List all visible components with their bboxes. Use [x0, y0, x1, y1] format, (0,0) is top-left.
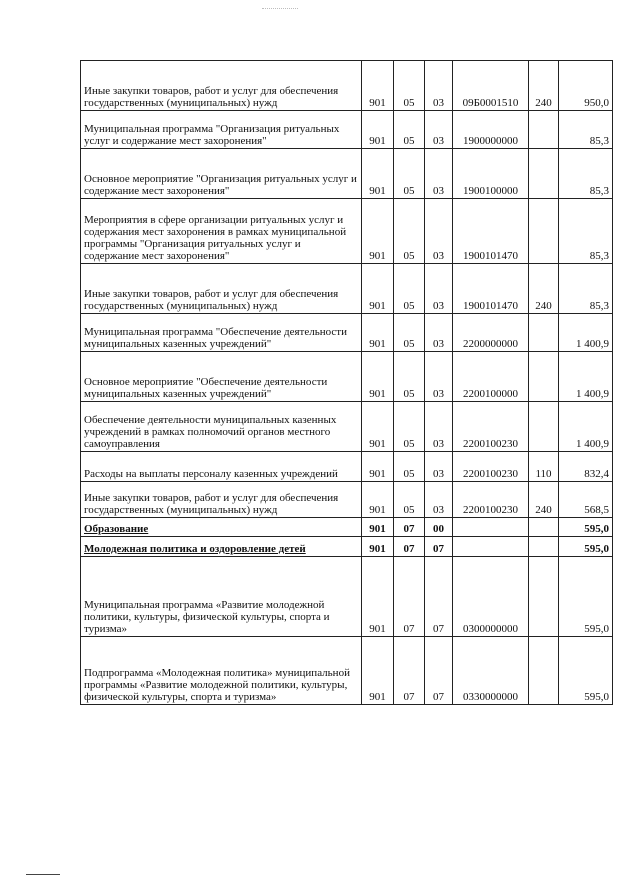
row-subsection-code: 03 — [425, 482, 453, 518]
row-expense-type: 110 — [529, 452, 559, 482]
row-ministry-code: 901 — [362, 61, 394, 111]
row-section-code: 05 — [394, 314, 425, 352]
table-row — [81, 111, 613, 149]
row-amount: 85,3 — [559, 199, 613, 264]
row-expense-type — [529, 537, 559, 557]
row-section-code: 05 — [394, 264, 425, 314]
row-amount: 595,0 — [559, 557, 613, 637]
row-expense-type: 240 — [529, 264, 559, 314]
row-target-code: 0330000000 — [453, 637, 529, 705]
row-amount: 85,3 — [559, 149, 613, 199]
table-row — [81, 518, 613, 537]
row-section-code: 07 — [394, 637, 425, 705]
row-ministry-code: 901 — [362, 352, 394, 402]
table-row — [81, 264, 613, 314]
row-section-code: 05 — [394, 199, 425, 264]
budget-table-body — [81, 61, 613, 705]
row-subsection-code: 03 — [425, 352, 453, 402]
table-row — [81, 402, 613, 452]
row-amount: 950,0 — [559, 61, 613, 111]
table-row — [81, 352, 613, 402]
row-name: Основное мероприятие "Обеспечение деятельности муниципальных казенных учреждений" — [81, 352, 362, 402]
row-ministry-code: 901 — [362, 637, 394, 705]
row-amount: 568,5 — [559, 482, 613, 518]
row-section-code: 05 — [394, 402, 425, 452]
row-ministry-code: 901 — [362, 264, 394, 314]
row-amount: 595,0 — [559, 537, 613, 557]
row-name: Иные закупки товаров, работ и услуг для обеспечения государственных (муниципальных) нужд — [81, 61, 362, 111]
row-subsection-code: 07 — [425, 637, 453, 705]
row-section-code: 07 — [394, 518, 425, 537]
table-row — [81, 482, 613, 518]
row-amount: 1 400,9 — [559, 352, 613, 402]
row-name: Расходы на выплаты персоналу казенных учреждений — [81, 452, 362, 482]
row-expense-type — [529, 557, 559, 637]
row-subsection-code: 03 — [425, 111, 453, 149]
row-expense-type: 240 — [529, 61, 559, 111]
row-amount: 1 400,9 — [559, 402, 613, 452]
row-section-code: 05 — [394, 352, 425, 402]
row-subsection-code: 03 — [425, 149, 453, 199]
row-name: Основное мероприятие "Организация ритуальных услуг и содержание мест захоронения" — [81, 149, 362, 199]
footer-rule — [26, 874, 60, 875]
row-ministry-code: 901 — [362, 482, 394, 518]
row-subsection-code: 03 — [425, 452, 453, 482]
page-top-mark — [262, 8, 298, 11]
row-target-code: 2200100230 — [453, 482, 529, 518]
row-amount: 595,0 — [559, 637, 613, 705]
table-row — [81, 314, 613, 352]
table-row — [81, 149, 613, 199]
row-target-code: 2200000000 — [453, 314, 529, 352]
row-target-code: 2200100000 — [453, 352, 529, 402]
row-ministry-code: 901 — [362, 518, 394, 537]
row-subsection-code: 03 — [425, 402, 453, 452]
row-section-code: 07 — [394, 537, 425, 557]
row-name: Иные закупки товаров, работ и услуг для обеспечения государственных (муниципальных) нужд — [81, 482, 362, 518]
row-expense-type — [529, 402, 559, 452]
row-expense-type: 240 — [529, 482, 559, 518]
row-target-code: 09Б0001510 — [453, 61, 529, 111]
row-name: Подпрограмма «Молодежная политика» муниципальной программы «Развитие молодежной политики, культуры, физической культуры, спорта и туризма» — [81, 637, 362, 705]
row-expense-type — [529, 111, 559, 149]
row-ministry-code: 901 — [362, 111, 394, 149]
row-target-code — [453, 518, 529, 537]
row-section-code: 07 — [394, 557, 425, 637]
table-row — [81, 637, 613, 705]
row-target-code — [453, 537, 529, 557]
row-section-code: 05 — [394, 452, 425, 482]
row-name: Муниципальная программа «Развитие молодежной политики, культуры, физической культуры, спорта и туризма» — [81, 557, 362, 637]
row-target-code: 1900000000 — [453, 111, 529, 149]
row-name: Муниципальная программа "Обеспечение деятельности муниципальных казенных учреждений" — [81, 314, 362, 352]
row-ministry-code: 901 — [362, 557, 394, 637]
row-expense-type — [529, 518, 559, 537]
row-subsection-code: 07 — [425, 557, 453, 637]
row-target-code: 1900100000 — [453, 149, 529, 199]
row-ministry-code: 901 — [362, 199, 394, 264]
row-amount: 832,4 — [559, 452, 613, 482]
row-ministry-code: 901 — [362, 149, 394, 199]
row-amount: 85,3 — [559, 111, 613, 149]
row-section-code: 05 — [394, 111, 425, 149]
row-name: Муниципальная программа "Организация ритуальных услуг и содержание мест захоронения" — [81, 111, 362, 149]
table-row — [81, 61, 613, 111]
row-ministry-code: 901 — [362, 314, 394, 352]
row-name: Образование — [81, 518, 362, 537]
row-target-code: 0300000000 — [453, 557, 529, 637]
row-name: Молодежная политика и оздоровление детей — [81, 537, 362, 557]
row-section-code: 05 — [394, 61, 425, 111]
row-subsection-code: 03 — [425, 199, 453, 264]
row-subsection-code: 03 — [425, 61, 453, 111]
row-amount: 85,3 — [559, 264, 613, 314]
row-expense-type — [529, 149, 559, 199]
row-expense-type — [529, 314, 559, 352]
row-subsection-code: 03 — [425, 314, 453, 352]
table-row — [81, 199, 613, 264]
row-target-code: 1900101470 — [453, 264, 529, 314]
row-subsection-code: 00 — [425, 518, 453, 537]
row-subsection-code: 03 — [425, 264, 453, 314]
row-expense-type — [529, 199, 559, 264]
row-section-code: 05 — [394, 149, 425, 199]
row-expense-type — [529, 637, 559, 705]
row-expense-type — [529, 352, 559, 402]
row-amount: 595,0 — [559, 518, 613, 537]
row-target-code: 1900101470 — [453, 199, 529, 264]
row-subsection-code: 07 — [425, 537, 453, 557]
table-row — [81, 537, 613, 557]
row-target-code: 2200100230 — [453, 402, 529, 452]
row-target-code: 2200100230 — [453, 452, 529, 482]
row-ministry-code: 901 — [362, 402, 394, 452]
table-row — [81, 557, 613, 637]
row-ministry-code: 901 — [362, 537, 394, 557]
table-row — [81, 452, 613, 482]
row-amount: 1 400,9 — [559, 314, 613, 352]
budget-table — [80, 60, 613, 705]
row-name: Обеспечение деятельности муниципальных казенных учреждений в рамках полномочий органов местного самоуправления — [81, 402, 362, 452]
row-ministry-code: 901 — [362, 452, 394, 482]
row-name: Мероприятия в сфере организации ритуальных услуг и содержания мест захоронения в рамках муниципальной программы "Организация ритуальных услуг и содержание мест захоронения" — [81, 199, 362, 264]
row-section-code: 05 — [394, 482, 425, 518]
row-name: Иные закупки товаров, работ и услуг для обеспечения государственных (муниципальных) нужд — [81, 264, 362, 314]
